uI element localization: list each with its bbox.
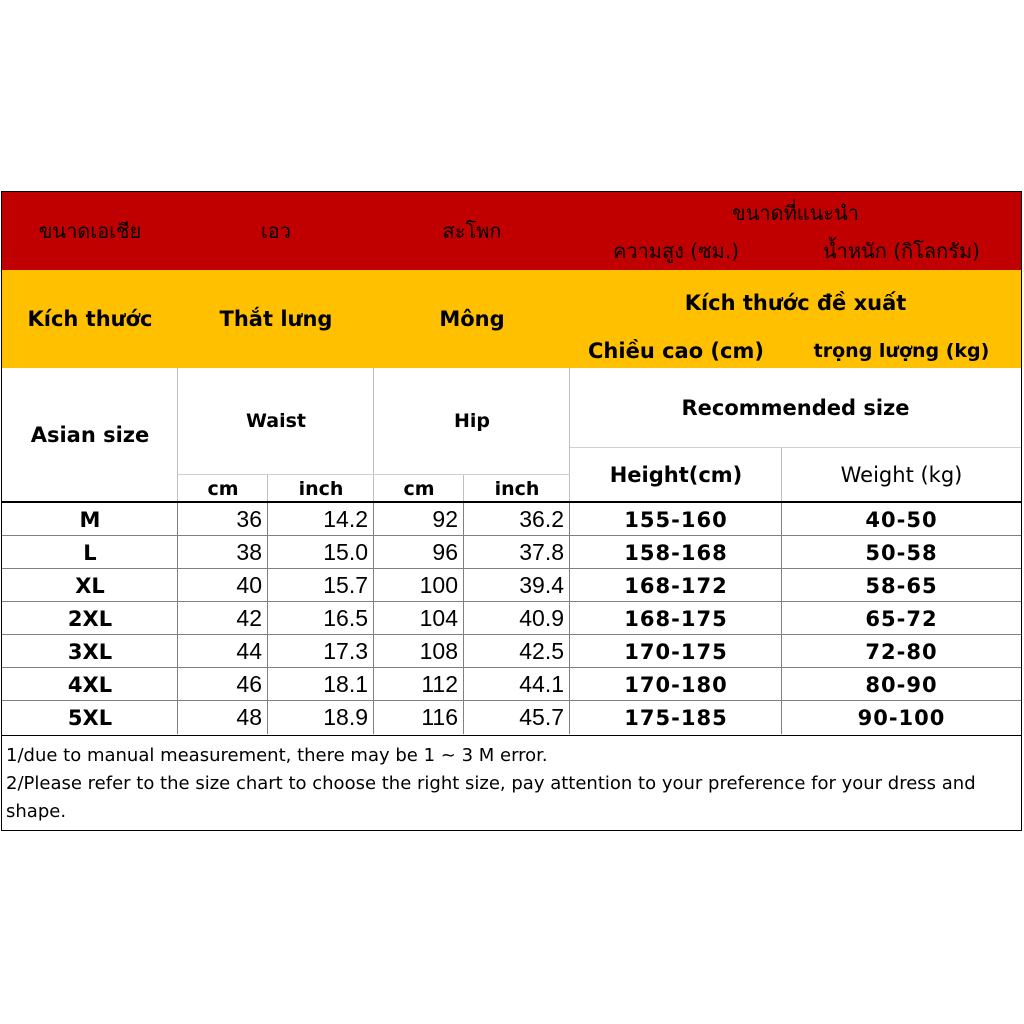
size-cell: 3XL: [67, 639, 113, 664]
waist-inch-cell: 15.7: [323, 572, 368, 598]
en-hip-label: Hip: [453, 410, 490, 432]
height-range-cell: 175-185: [624, 705, 728, 730]
note-size-advice: 2/Please refer to the size chart to choose the right size, pay attention to your preference for your dress and shape.: [6, 773, 976, 822]
hip-inch-cell: 45.7: [519, 704, 564, 730]
size-cell: 4XL: [67, 672, 113, 697]
viet-waist-label: Thắt lưng: [219, 307, 333, 331]
size-cell: 2XL: [67, 606, 113, 631]
grid-line: [373, 503, 374, 734]
en-recommended-label: Recommended size: [681, 396, 910, 420]
height-range-cell: 168-172: [624, 573, 728, 598]
waist-inch-unit: inch: [298, 478, 344, 500]
grid-line: [2, 601, 1021, 602]
waist-inch-cell: 17.3: [323, 638, 368, 664]
waist-cm-cell: 38: [236, 539, 262, 565]
hip-cm-cell: 100: [419, 572, 458, 598]
weight-range-cell: 90-100: [857, 705, 946, 730]
viet-height-label: Chiều cao (cm): [588, 339, 764, 363]
hip-inch-cell: 42.5: [519, 638, 564, 664]
waist-cm-cell: 42: [236, 605, 262, 631]
thai-asian-size-label: ขนาดเอเชีย: [38, 219, 142, 243]
waist-inch-cell: 14.2: [323, 506, 368, 532]
waist-inch-cell: 16.5: [323, 605, 368, 631]
size-chart-table: [1, 191, 1022, 831]
size-cell: 5XL: [67, 705, 113, 730]
en-height-label: Height(cm): [609, 463, 743, 487]
grid-line: [373, 368, 374, 502]
notes-top-rule: [2, 735, 1021, 736]
hip-cm-cell: 96: [432, 539, 458, 565]
size-cell: M: [79, 507, 101, 532]
height-range-cell: 170-175: [624, 639, 728, 664]
thai-recommended-label: ขนาดที่แนะนำ: [732, 201, 859, 225]
grid-line: [267, 503, 268, 734]
waist-cm-cell: 36: [236, 506, 262, 532]
grid-line: [781, 503, 782, 734]
viet-weight-label: trọng lượng (kg): [813, 340, 990, 362]
thai-hip-label: สะโพก: [442, 219, 502, 243]
thai-height-label: ความสูง (ซม.): [612, 239, 740, 263]
en-weight-label: Weight (kg): [840, 463, 963, 487]
waist-inch-cell: 15.0: [323, 539, 368, 565]
waist-cm-cell: 40: [236, 572, 262, 598]
hip-cm-cell: 112: [421, 671, 458, 697]
hip-inch-cell: 36.2: [519, 506, 564, 532]
hip-inch-cell: 44.1: [519, 671, 564, 697]
hip-inch-unit: inch: [494, 478, 540, 500]
en-asian-size-label: Asian size: [30, 423, 150, 447]
height-range-cell: 158-168: [624, 540, 728, 565]
waist-inch-cell: 18.1: [323, 671, 368, 697]
waist-cm-cell: 48: [236, 704, 262, 730]
grid-line: [463, 503, 464, 734]
weight-range-cell: 50-58: [865, 540, 938, 565]
grid-line: [2, 700, 1021, 701]
hip-cm-cell: 104: [419, 605, 458, 631]
grid-line: [178, 474, 570, 475]
waist-cm-unit: cm: [207, 478, 239, 500]
grid-line: [2, 667, 1021, 668]
grid-line: [569, 503, 570, 734]
grid-line: [2, 568, 1021, 569]
grid-line: [781, 448, 782, 502]
grid-line: [569, 368, 570, 502]
viet-hip-label: Mông: [439, 307, 505, 331]
grid-line: [2, 535, 1021, 536]
weight-range-cell: 80-90: [865, 672, 938, 697]
size-cell: XL: [75, 573, 105, 598]
hip-inch-cell: 37.8: [519, 539, 564, 565]
waist-cm-cell: 46: [236, 671, 262, 697]
size-cell: L: [83, 540, 97, 565]
hip-cm-cell: 116: [421, 704, 458, 730]
grid-line: [2, 634, 1021, 635]
thai-waist-label: เอว: [260, 219, 292, 243]
height-range-cell: 155-160: [624, 507, 728, 532]
height-range-cell: 170-180: [624, 672, 728, 697]
grid-line: [177, 368, 178, 502]
weight-range-cell: 58-65: [865, 573, 938, 598]
hip-inch-cell: 39.4: [519, 572, 564, 598]
note-measurement-error: 1/due to manual measurement, there may be 1 ~ 3 M error.: [6, 745, 548, 766]
weight-range-cell: 65-72: [865, 606, 938, 631]
viet-asian-size-label: Kích thước: [27, 307, 153, 331]
en-waist-label: Waist: [245, 410, 306, 432]
grid-line: [570, 447, 1021, 448]
hip-cm-cell: 92: [432, 506, 458, 532]
hip-cm-unit: cm: [403, 478, 435, 500]
weight-range-cell: 72-80: [865, 639, 938, 664]
height-range-cell: 168-175: [624, 606, 728, 631]
viet-recommended-label: Kích thước đề xuất: [684, 291, 907, 315]
waist-cm-cell: 44: [236, 638, 262, 664]
thai-weight-label: น้ำหนัก (กิโลกรัม): [823, 239, 980, 263]
hip-inch-cell: 40.9: [519, 605, 564, 631]
weight-range-cell: 40-50: [865, 507, 938, 532]
grid-line: [463, 475, 464, 502]
grid-line: [177, 503, 178, 734]
waist-inch-cell: 18.9: [323, 704, 368, 730]
hip-cm-cell: 108: [419, 638, 458, 664]
grid-line: [267, 475, 268, 502]
